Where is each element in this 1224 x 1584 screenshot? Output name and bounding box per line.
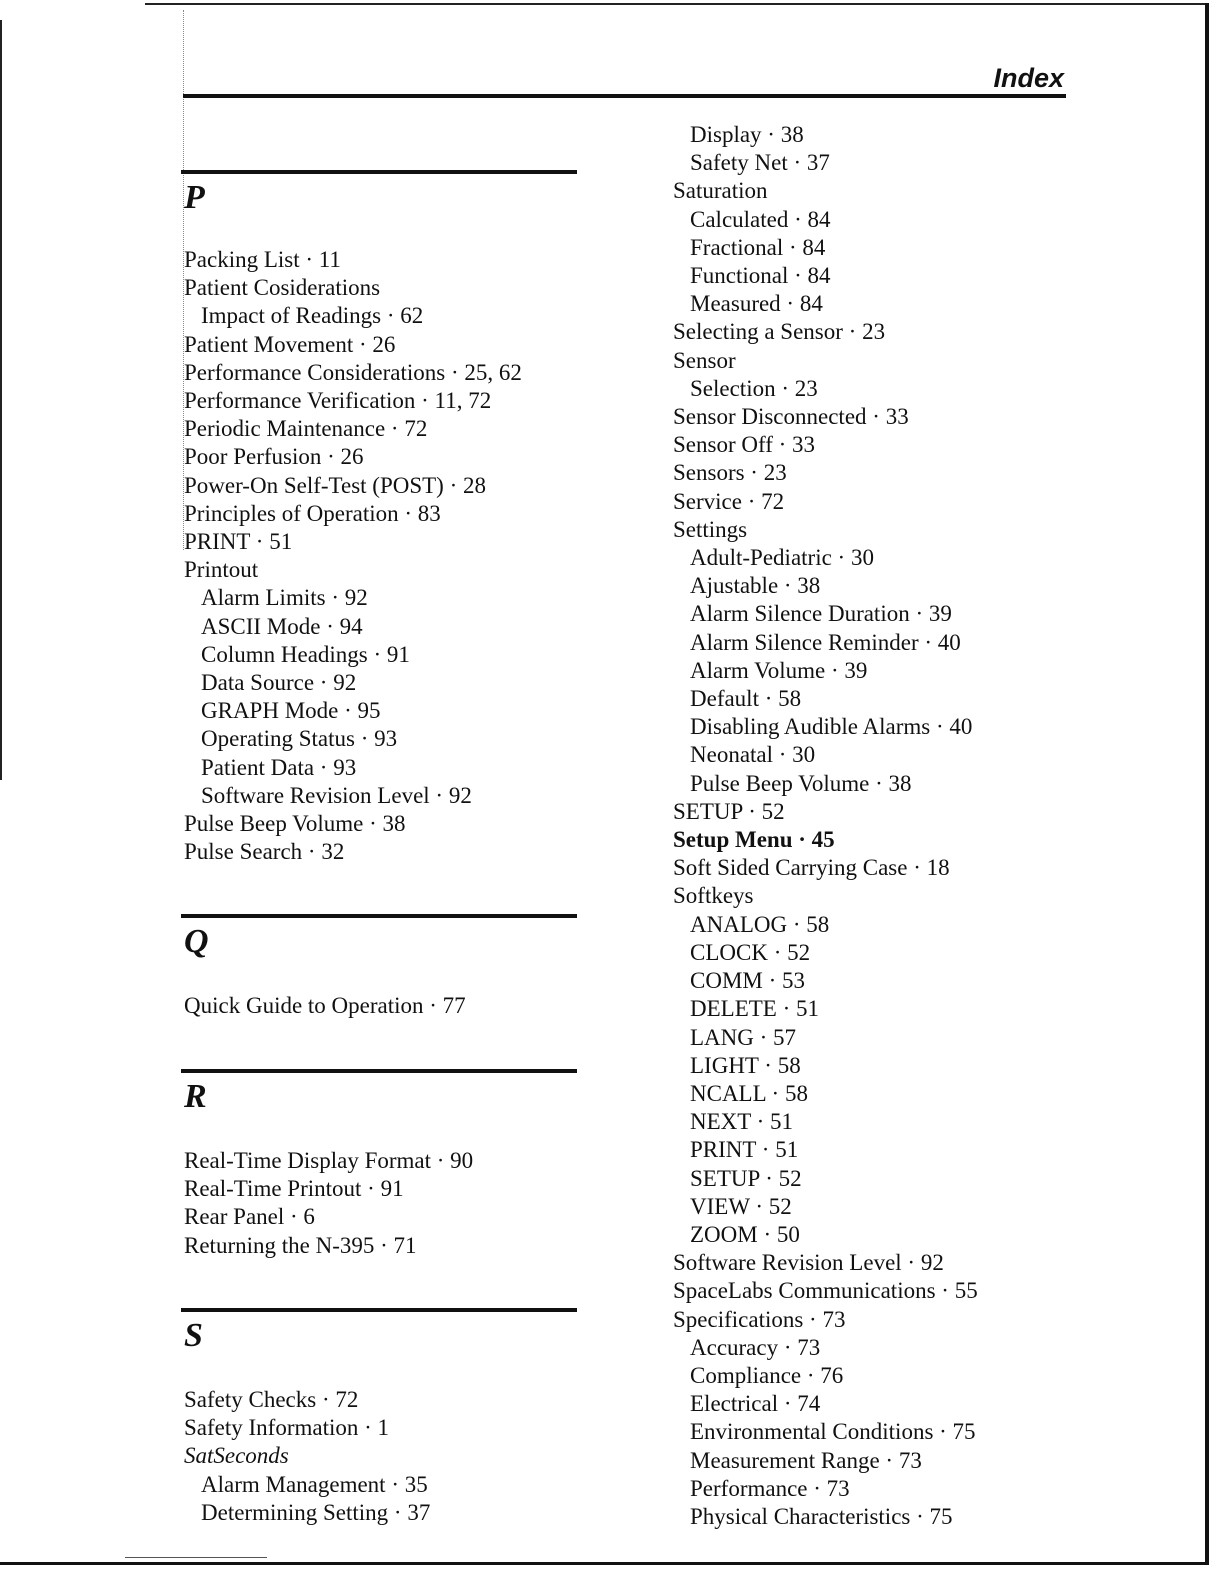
- index-entry: Quick Guide to Operation · 77: [184, 993, 466, 1018]
- index-subentry: DELETE · 51: [690, 996, 820, 1022]
- index-section-q: [184, 914, 584, 1018]
- index-entry: Settings: [673, 516, 748, 542]
- scan-border-right: [1205, 3, 1209, 1565]
- index-subentry: Ajustable · 38: [690, 573, 821, 599]
- index-subentry: Default · 58: [690, 686, 802, 712]
- index-subentry: LANG · 57: [690, 1024, 797, 1050]
- index-entry: Periodic Maintenance · 72: [184, 416, 428, 442]
- index-subentry: NCALL · 58: [690, 1080, 808, 1106]
- index-subentry: Display · 38: [690, 122, 804, 147]
- header-rule: [183, 94, 1066, 98]
- index-subentry: Software Revision Level · 92: [201, 782, 472, 808]
- index-entry: SatSeconds: [184, 1443, 289, 1469]
- index-entry: Poor Perfusion · 26: [184, 444, 364, 470]
- index-subentry: Performance · 73: [690, 1475, 850, 1501]
- scan-border-bottom: [0, 1562, 1209, 1565]
- index-entry: Patient Movement · 26: [184, 331, 396, 357]
- index-entry: Softkeys: [673, 883, 754, 909]
- index-subentry: Physical Characteristics · 75: [690, 1503, 953, 1529]
- index-entry: Packing List · 11: [184, 247, 341, 272]
- index-subentry: Fractional · 84: [690, 234, 826, 260]
- index-entry: Sensor Off · 33: [673, 432, 816, 458]
- index-subentry: Alarm Silence Duration · 39: [690, 601, 952, 627]
- index-subentry: COMM · 53: [690, 968, 806, 994]
- index-entry: Software Revision Level · 92: [673, 1250, 944, 1276]
- index-entry: Principles of Operation · 83: [184, 500, 441, 526]
- index-entry: SpaceLabs Communications · 55: [673, 1278, 978, 1304]
- index-subentry: SETUP · 52: [690, 1165, 802, 1191]
- index-entry: Performance Considerations · 25, 62: [184, 359, 522, 385]
- index-entry: Real-Time Printout · 91: [184, 1176, 404, 1202]
- entry-list: [184, 246, 522, 866]
- index-entry: Performance Verification · 11, 72: [184, 388, 492, 414]
- index-entry: Soft Sided Carrying Case · 18: [673, 855, 950, 881]
- index-subentry: VIEW · 52: [690, 1193, 792, 1219]
- index-entry: Pulse Search · 32: [184, 839, 345, 865]
- index-subentry: Selection · 23: [690, 375, 818, 401]
- section-letter: S: [184, 1317, 203, 1354]
- index-entry: Printout: [184, 557, 259, 583]
- section-rule: [181, 1308, 577, 1312]
- section-rule: [181, 914, 577, 918]
- index-entry: Patient Cosiderations: [184, 275, 381, 301]
- index-subentry: Impact of Readings · 62: [201, 303, 424, 329]
- index-section-p: [184, 170, 584, 865]
- index-entry: Power-On Self-Test (POST) · 28: [184, 472, 486, 498]
- index-subentry: Alarm Volume · 39: [690, 657, 868, 683]
- scan-border-left: [0, 20, 2, 780]
- index-entry: Sensors · 23: [673, 460, 787, 486]
- index-entry: Safety Checks · 72: [184, 1387, 359, 1412]
- index-entry: Safety Information · 1: [184, 1415, 390, 1441]
- index-subentry: PRINT · 51: [690, 1137, 799, 1163]
- index-subentry: Functional · 84: [690, 263, 831, 289]
- index-subentry: LIGHT · 58: [690, 1052, 801, 1078]
- section-rule: [181, 1069, 577, 1073]
- index-subentry: Determining Setting · 37: [201, 1499, 431, 1525]
- index-subentry: Neonatal · 30: [690, 742, 816, 768]
- section-letter: R: [184, 1078, 207, 1115]
- index-subentry: Alarm Limits · 92: [201, 585, 368, 611]
- index-entry: PRINT · 51: [184, 529, 293, 555]
- index-subentry: Operating Status · 93: [201, 726, 398, 752]
- index-entry: Service · 72: [673, 488, 785, 514]
- index-subentry: Measurement Range · 73: [690, 1447, 922, 1473]
- index-section-s: [184, 1308, 584, 1525]
- index-subentry: Compliance · 76: [690, 1362, 844, 1388]
- entry-list: [673, 121, 978, 1531]
- entry-list: [184, 1386, 430, 1527]
- index-subentry: Calculated · 84: [690, 206, 831, 232]
- entry-list: [184, 992, 466, 1020]
- index-subentry: Data Source · 92: [201, 670, 357, 696]
- index-subentry: ASCII Mode · 94: [201, 613, 363, 639]
- index-entry: SETUP · 52: [673, 798, 785, 824]
- index-entry: Rear Panel · 6: [184, 1204, 315, 1230]
- index-subentry: Environmental Conditions · 75: [690, 1419, 976, 1445]
- index-entry: Specifications · 73: [673, 1306, 846, 1332]
- entry-list: [184, 1147, 473, 1260]
- index-entry: Sensor Disconnected · 33: [673, 404, 909, 430]
- index-entry: Pulse Beep Volume · 38: [184, 811, 406, 837]
- index-subentry: Accuracy · 73: [690, 1334, 821, 1360]
- section-rule: [181, 170, 577, 174]
- index-section-r: [184, 1069, 584, 1258]
- index-subentry: Column Headings · 91: [201, 641, 410, 667]
- index-entry: Selecting a Sensor · 23: [673, 319, 886, 345]
- index-subentry: Pulse Beep Volume · 38: [690, 770, 912, 796]
- index-subentry: ANALOG · 58: [690, 911, 830, 937]
- index-entry: Sensor: [673, 347, 736, 373]
- index-subentry: ZOOM · 50: [690, 1221, 800, 1247]
- section-letter: Q: [184, 923, 209, 960]
- section-letter: P: [184, 179, 205, 216]
- scan-border-top: [145, 3, 1209, 5]
- index-entry: Saturation: [673, 178, 768, 204]
- index-subentry: Adult-Pediatric · 30: [690, 545, 874, 571]
- page-title: Index: [993, 63, 1064, 93]
- index-subentry: Measured · 84: [690, 291, 823, 317]
- index-subentry: Safety Net · 37: [690, 150, 830, 176]
- index-subentry: CLOCK · 52: [690, 939, 811, 965]
- index-subentry: Electrical · 74: [690, 1391, 821, 1417]
- index-subentry: NEXT · 51: [690, 1109, 794, 1135]
- scan-mark-bottom: [125, 1557, 267, 1558]
- index-subentry: Patient Data · 93: [201, 754, 357, 780]
- index-subentry: GRAPH Mode · 95: [201, 698, 381, 724]
- index-subentry: Disabling Audible Alarms · 40: [690, 714, 973, 740]
- index-subentry: Alarm Management · 35: [201, 1471, 428, 1497]
- index-subentry: Alarm Silence Reminder · 40: [690, 629, 961, 655]
- index-entry: Returning the N-395 · 71: [184, 1232, 417, 1258]
- index-entry: Real-Time Display Format · 90: [184, 1148, 474, 1173]
- index-entry: Setup Menu · 45: [673, 827, 835, 853]
